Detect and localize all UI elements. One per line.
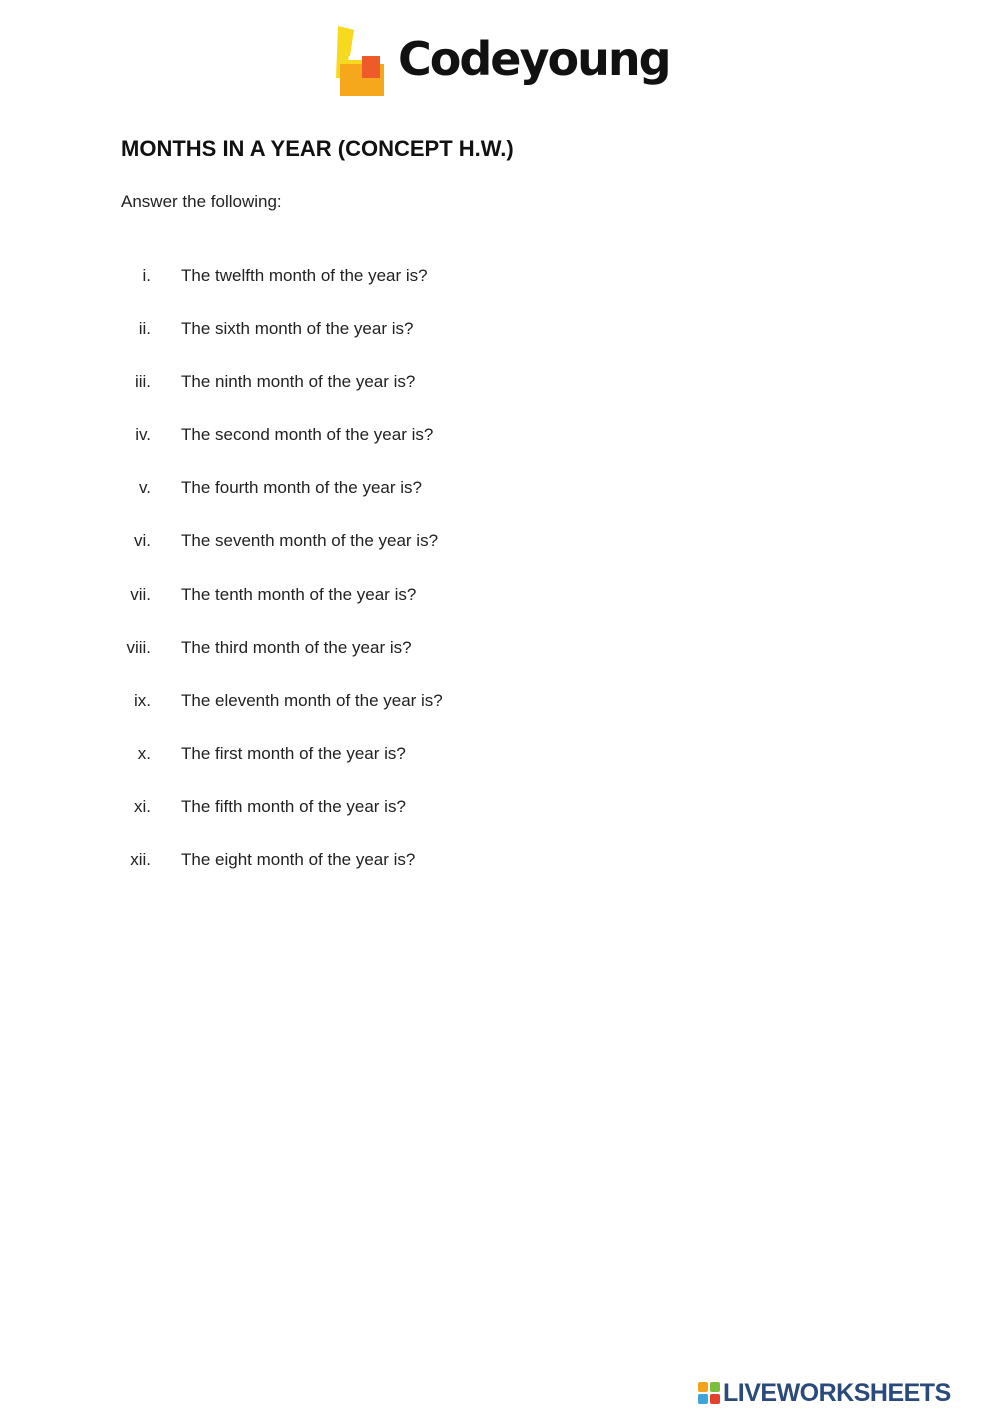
question-number: xi. — [134, 796, 151, 816]
question-number: v. — [139, 478, 151, 498]
question-item — [0, 744, 1000, 797]
codeyoung-logo-mark-icon — [332, 26, 388, 98]
question-text: The first month of the year is? — [181, 743, 406, 763]
worksheet-instructions: Answer the following: — [121, 192, 282, 211]
question-text: The seventh month of the year is? — [181, 531, 439, 551]
question-item — [0, 266, 1000, 319]
liveworksheets-grid-icon — [698, 1382, 720, 1404]
question-item — [0, 585, 1000, 638]
question-item — [0, 531, 1000, 584]
question-text: The fifth month of the year is? — [181, 796, 406, 816]
brand-name: Codeyoung — [398, 32, 670, 86]
question-item — [0, 850, 1000, 903]
question-number: iv. — [135, 425, 151, 445]
question-item — [0, 797, 1000, 850]
question-item — [0, 319, 1000, 372]
question-number: vi. — [134, 531, 151, 551]
question-number: viii. — [126, 637, 151, 657]
codeyoung-logo — [332, 26, 672, 108]
question-text: The eight month of the year is? — [181, 850, 416, 870]
question-text: The twelfth month of the year is? — [181, 266, 428, 285]
question-number: xii. — [130, 850, 151, 870]
question-number: x. — [137, 743, 151, 763]
question-text: The fourth month of the year is? — [181, 478, 422, 498]
question-text: The third month of the year is? — [181, 637, 412, 657]
question-text: The ninth month of the year is? — [181, 372, 416, 392]
question-item — [0, 638, 1000, 691]
question-number: vii. — [130, 584, 151, 604]
question-text: The eleventh month of the year is? — [181, 690, 443, 710]
question-text: The second month of the year is? — [181, 425, 434, 445]
worksheet-title: MONTHS IN A YEAR (CONCEPT H.W.) — [121, 136, 514, 161]
watermark-text: LIVEWORKSHEETS — [723, 1379, 951, 1407]
question-item — [0, 691, 1000, 744]
liveworksheets-watermark — [698, 1379, 996, 1407]
question-item — [0, 478, 1000, 531]
question-number: ii. — [138, 319, 151, 339]
question-text: The tenth month of the year is? — [181, 584, 417, 604]
question-text: The sixth month of the year is? — [181, 319, 414, 339]
question-number: iii. — [134, 372, 151, 392]
question-item — [0, 425, 1000, 478]
question-number: ix. — [134, 690, 151, 710]
question-number: i. — [142, 266, 151, 285]
question-list — [0, 266, 1000, 903]
question-item — [0, 372, 1000, 425]
